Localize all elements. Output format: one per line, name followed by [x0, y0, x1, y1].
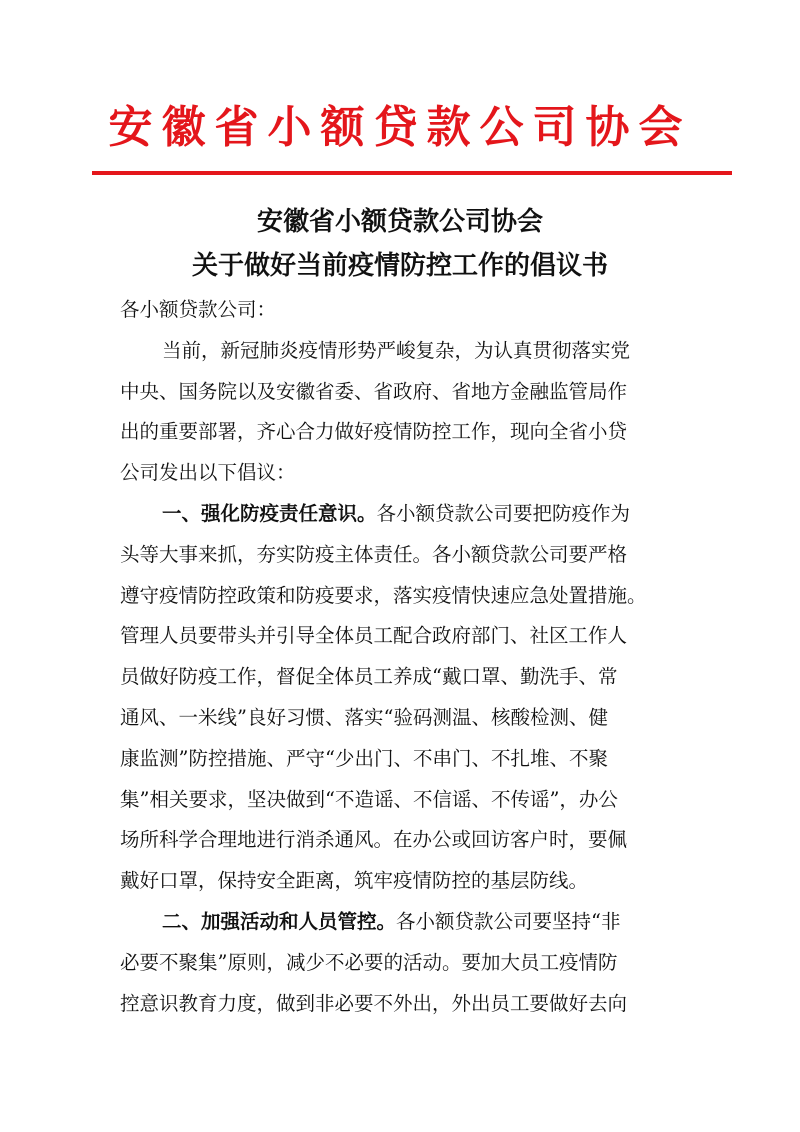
section-1-line: 戴好口罩，保持安全距离，筑牢疫情防控的基层防线。 — [120, 869, 589, 893]
section-1-first-line — [120, 494, 680, 535]
section-2-line: 控意识教育力度，做到非必要不外出，外出员工要做好去向 — [120, 991, 628, 1015]
section-2-text: 各小额贷款公司要坚持“非 — [396, 909, 621, 933]
section-1-line: 通风、一米线”良好习惯、落实“验码测温、核酸检测、健 — [120, 705, 608, 729]
section-1-heading: 一、强化防疫责任意识。 — [162, 501, 377, 525]
section-1-line: 头等大事来抓，夯实防疫主体责任。各小额贷款公司要严格 — [120, 542, 628, 566]
section-2-line: 必要不聚集”原则，减少不必要的活动。要加大员工疫情防 — [120, 950, 618, 974]
section-1-line: 集”相关要求，坚决做到“不造谣、不信谣、不传谣”，办公 — [120, 787, 618, 811]
title-line-1: 安徽省小额贷款公司协会 — [256, 207, 543, 237]
document-body — [120, 290, 680, 1024]
section-1-line: 遵守疫情防控政策和防疫要求，落实疫情快速应急处置措施。 — [120, 583, 647, 607]
section-1-line: 康监测”防控措施、严守“少出门、不串门、不扎堆、不聚 — [120, 746, 608, 770]
intro-line: 公司发出以下倡议： — [120, 461, 296, 485]
section-2-heading: 二、加强活动和人员管控。 — [162, 909, 397, 933]
salutation: 各小额贷款公司： — [120, 298, 277, 321]
letterhead: 安徽省小额贷款公司协会 — [108, 102, 692, 153]
section-1-text: 各小额贷款公司要把防疫作为 — [376, 501, 631, 525]
letterhead-divider — [92, 171, 732, 175]
section-1-line: 场所科学合理地进行消杀通风。在办公或回访客户时，要佩 — [120, 828, 628, 852]
section-2-first-line — [120, 902, 680, 943]
intro-line: 出的重要部署，齐心合力做好疫情防控工作，现向全省小贷 — [120, 420, 628, 444]
section-1-line: 员做好防疫工作，督促全体员工养成“戴口罩、勤洗手、常 — [120, 665, 618, 689]
title-line-2: 关于做好当前疫情防控工作的倡议书 — [191, 251, 608, 281]
intro-line: 当前，新冠肺炎疫情形势严峻复杂，为认真贯彻落实党 — [162, 338, 631, 362]
section-1-line: 管理人员要带头并引导全体员工配合政府部门、社区工作人 — [120, 624, 628, 648]
document-title — [0, 200, 800, 288]
intro-line: 中央、国务院以及安徽省委、省政府、省地方金融监管局作 — [120, 379, 628, 403]
